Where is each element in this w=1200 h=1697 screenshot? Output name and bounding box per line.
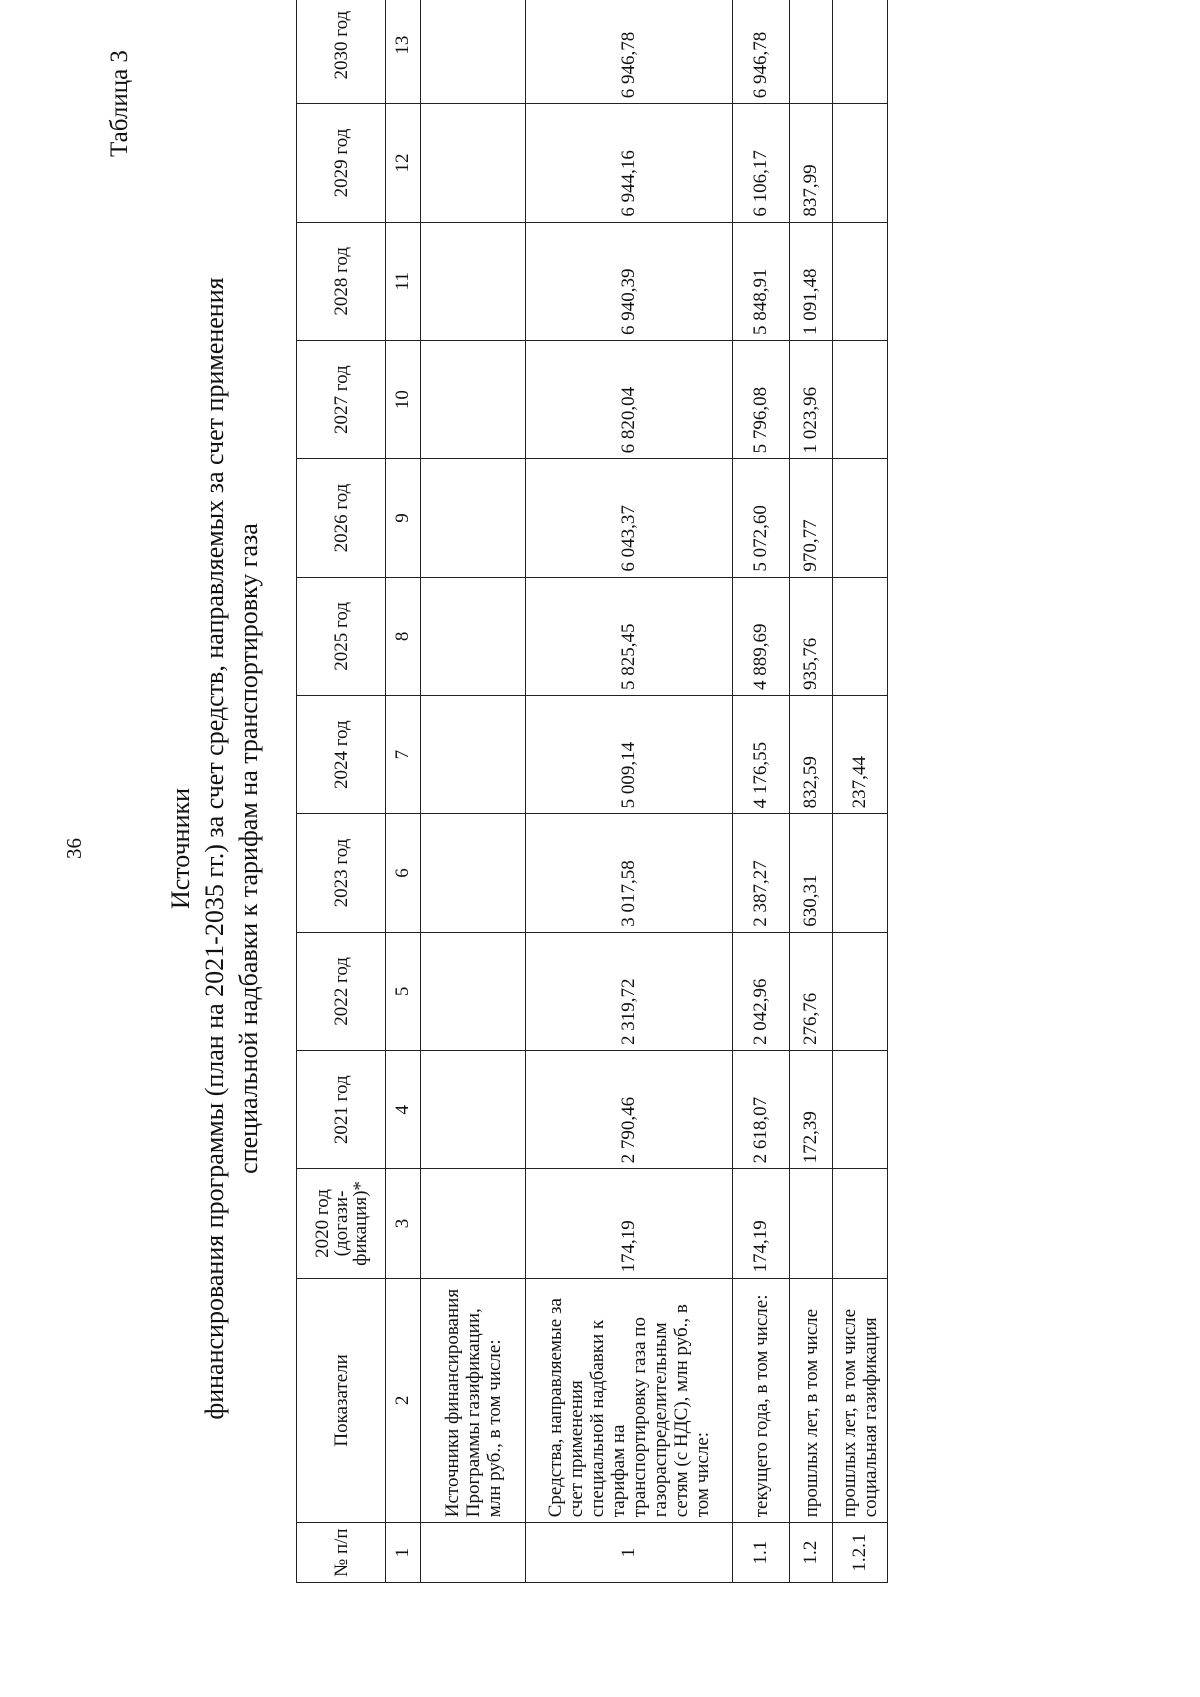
value-cell — [421, 696, 526, 814]
value-cell: 6 820,04 — [526, 340, 733, 458]
column-number-cell: 10 — [386, 340, 421, 458]
row-number: 1.2.1 — [833, 1523, 888, 1583]
header-cell: 2022 год — [297, 932, 386, 1050]
value-cell: 6 946,78 — [526, 0, 733, 104]
value-cell — [833, 0, 888, 104]
column-number-cell: 5 — [386, 932, 421, 1050]
value-cell: 2 387,27 — [733, 814, 790, 932]
value-cell — [833, 1169, 888, 1278]
header-cell: 2028 год — [297, 222, 386, 340]
value-cell — [833, 577, 888, 695]
title-line-1: Источники — [166, 787, 195, 910]
value-cell: 970,77 — [790, 459, 833, 577]
value-cell: 5 072,60 — [733, 459, 790, 577]
value-cell: 172,39 — [790, 1051, 833, 1169]
title-line-3: специальной надбавки к тарифам на транспортировку газа — [234, 523, 263, 1174]
table-row — [733, 0, 790, 1583]
value-cell — [421, 104, 526, 222]
value-cell — [833, 459, 888, 577]
header-cell: 2023 год — [297, 814, 386, 932]
row-indicator: текущего года, в том числе: — [733, 1278, 790, 1523]
value-cell: 630,31 — [790, 814, 833, 932]
row-number: 1 — [526, 1523, 733, 1583]
column-number-cell: 11 — [386, 222, 421, 340]
value-cell: 1 023,96 — [790, 340, 833, 458]
table-row — [790, 0, 833, 1583]
header-cell: 2024 год — [297, 696, 386, 814]
value-cell: 2 042,96 — [733, 932, 790, 1050]
value-cell: 4 889,69 — [733, 577, 790, 695]
row-indicator: Источники финансирования Программы газификации, млн руб., в том числе: — [421, 1278, 526, 1523]
value-cell: 6 043,37 — [526, 459, 733, 577]
header-cell: Показатели — [297, 1278, 386, 1523]
value-cell: 6 940,39 — [526, 222, 733, 340]
value-cell — [833, 104, 888, 222]
value-cell: 276,76 — [790, 932, 833, 1050]
value-cell — [790, 1169, 833, 1278]
header-cell: 2029 год — [297, 104, 386, 222]
header-cell: 2021 год — [297, 1051, 386, 1169]
table-row — [833, 0, 888, 1583]
column-number-row — [386, 0, 421, 1583]
financing-table — [296, 0, 888, 1583]
value-cell: 6 106,17 — [733, 104, 790, 222]
header-cell: № п/п — [297, 1523, 386, 1583]
row-number — [421, 1523, 526, 1583]
value-cell: 837,99 — [790, 104, 833, 222]
value-cell: 6 944,16 — [526, 104, 733, 222]
value-cell — [421, 814, 526, 932]
column-number-cell: 6 — [386, 814, 421, 932]
value-cell: 174,19 — [733, 1169, 790, 1278]
column-number-cell: 7 — [386, 696, 421, 814]
value-cell: 935,76 — [790, 577, 833, 695]
value-cell — [421, 340, 526, 458]
value-cell: 237,44 — [833, 696, 888, 814]
header-cell: 2025 год — [297, 577, 386, 695]
value-cell — [421, 1051, 526, 1169]
value-cell: 5 825,45 — [526, 577, 733, 695]
column-number-cell: 2 — [386, 1278, 421, 1523]
row-indicator: прошлых лет, в том числе социальная газификация — [833, 1278, 888, 1523]
value-cell — [833, 340, 888, 458]
table-row — [526, 0, 733, 1583]
value-cell: 5 848,91 — [733, 222, 790, 340]
column-number-cell: 8 — [386, 577, 421, 695]
row-indicator: прошлых лет, в том числе — [790, 1278, 833, 1523]
value-cell — [833, 222, 888, 340]
column-number-cell: 13 — [386, 0, 421, 104]
column-number-cell: 4 — [386, 1051, 421, 1169]
value-cell — [421, 932, 526, 1050]
value-cell — [421, 1169, 526, 1278]
table-label: Таблица 3 — [106, 50, 133, 157]
column-number-cell: 3 — [386, 1169, 421, 1278]
row-number: 1.1 — [733, 1523, 790, 1583]
value-cell: 2 618,07 — [733, 1051, 790, 1169]
value-cell: 1 091,48 — [790, 222, 833, 340]
value-cell: 3 017,58 — [526, 814, 733, 932]
page-number: 36 — [62, 838, 86, 859]
value-cell — [421, 0, 526, 104]
value-cell: 2 319,72 — [526, 932, 733, 1050]
column-number-cell: 1 — [386, 1523, 421, 1583]
column-number-cell: 12 — [386, 104, 421, 222]
value-cell: 5 796,08 — [733, 340, 790, 458]
value-cell — [421, 577, 526, 695]
value-cell — [421, 459, 526, 577]
value-cell: 4 176,55 — [733, 696, 790, 814]
header-cell: 2027 год — [297, 340, 386, 458]
row-indicator: Средства, направляемые за счет применения специальной надбавки к тарифам на транспортировку газа по газораспределительным сетям (с НДС), млн руб., в том числе: — [526, 1278, 733, 1523]
value-cell — [790, 0, 833, 104]
value-cell: 174,19 — [526, 1169, 733, 1278]
value-cell: 832,59 — [790, 696, 833, 814]
title-line-2: финансирования программы (план на 2021-2035 гг.) за счет средств, направляемых за счет применения — [200, 277, 229, 1420]
header-cell: 2026 год — [297, 459, 386, 577]
row-number: 1.2 — [790, 1523, 833, 1583]
value-cell: 2 790,46 — [526, 1051, 733, 1169]
table-header-row — [297, 0, 386, 1583]
value-cell: 5 009,14 — [526, 696, 733, 814]
column-number-cell: 9 — [386, 459, 421, 577]
value-cell — [421, 222, 526, 340]
table-row — [421, 0, 526, 1583]
value-cell: 6 946,78 — [733, 0, 790, 104]
value-cell — [833, 932, 888, 1050]
value-cell — [833, 1051, 888, 1169]
value-cell — [833, 814, 888, 932]
header-cell: 2030 год — [297, 0, 386, 104]
header-cell: 2020 год (догази-фикация)* — [297, 1169, 386, 1278]
